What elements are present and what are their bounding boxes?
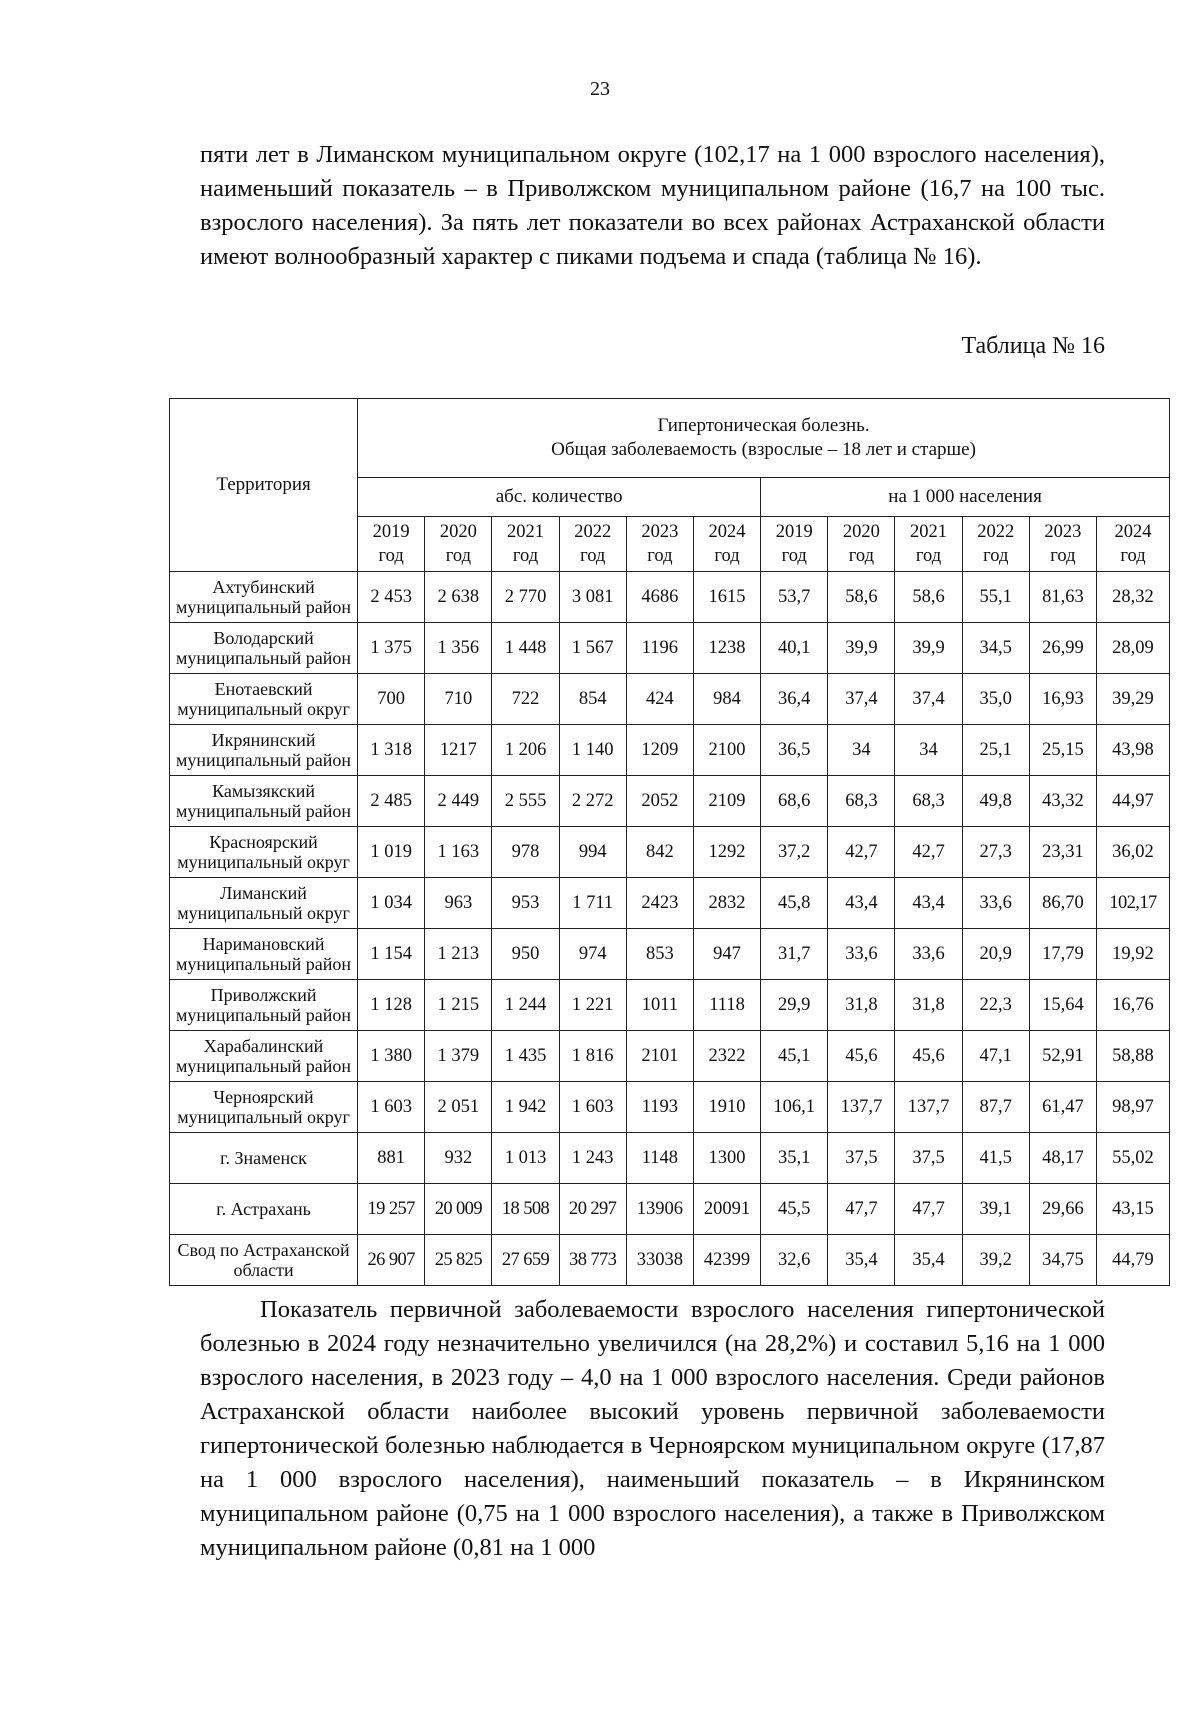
rate-cell: 47,1 [962,1031,1029,1082]
rate-cell: 19,92 [1096,929,1169,980]
year-suffix: год [512,546,539,566]
abs-count-cell: 1238 [693,623,760,674]
abs-count-cell: 2423 [626,878,693,929]
table-row [170,827,1170,878]
rate-cell: 39,9 [895,623,962,674]
year-label: 2021 [910,522,948,542]
territory-name: Красноярский муниципальный округ [170,827,358,878]
year-label: 2023 [641,522,679,542]
abs-count-cell: 1118 [693,980,760,1031]
abs-count-cell: 853 [626,929,693,980]
abs-count-cell: 38 773 [559,1235,626,1286]
abs-count-cell: 1 128 [358,980,425,1031]
abs-count-cell: 974 [559,929,626,980]
rate-cell: 36,5 [761,725,828,776]
year-header-rate-2023 [1029,517,1096,572]
year-suffix: год [378,546,404,566]
abs-count-cell: 2 453 [358,572,425,623]
abs-count-cell: 2052 [626,776,693,827]
page-number: 23 [590,78,610,100]
abs-count-cell: 1 379 [425,1031,492,1082]
abs-count-cell: 1 816 [559,1031,626,1082]
rate-cell: 53,7 [761,572,828,623]
abs-count-cell: 20091 [693,1184,760,1235]
year-label: 2020 [439,522,477,542]
year-suffix: год [848,546,875,566]
abs-count-cell: 19 257 [358,1184,425,1235]
table-row [170,776,1170,827]
rate-cell: 106,1 [761,1082,828,1133]
rate-cell: 33,6 [962,878,1029,929]
abs-count-cell: 1 375 [358,623,425,674]
year-header-rate-2020 [828,517,895,572]
year-label: 2020 [842,522,880,542]
table-row [170,929,1170,980]
rate-cell: 58,6 [895,572,962,623]
abs-count-cell: 2 485 [358,776,425,827]
abs-count-cell: 1209 [626,725,693,776]
abs-count-cell: 1 215 [425,980,492,1031]
abs-count-cell: 2 449 [425,776,492,827]
rate-cell: 27,3 [962,827,1029,878]
abs-count-cell: 20 297 [559,1184,626,1235]
abs-count-cell: 2101 [626,1031,693,1082]
abs-count-cell: 1 244 [492,980,559,1031]
main-header [358,399,1170,478]
territory-name: Харабалинский муниципальный район [170,1031,358,1082]
intro-paragraph: пяти лет в Лиманском муниципальном округе (102,17 на 1 000 взрослого населения), наименьший показатель – в Приволжском муниципальном районе (16,7 на 100 тыс. взрослого населения). За пять лет показатели во всех районах Астраханской области имеют волнообразный характер с пиками подъема и спада (таблица № 16). [200,141,1105,270]
rate-cell: 23,31 [1029,827,1096,878]
rate-cell: 25,15 [1029,725,1096,776]
abs-count-cell: 1300 [693,1133,760,1184]
abs-count-cell: 424 [626,674,693,725]
rate-cell: 32,6 [761,1235,828,1286]
territory-name: Приволжский муниципальный район [170,980,358,1031]
abs-count-cell: 1910 [693,1082,760,1133]
rate-cell: 43,4 [895,878,962,929]
abs-count-cell: 2322 [693,1031,760,1082]
table-row [170,1031,1170,1082]
territory-name: Володарский муниципальный район [170,623,358,674]
abs-count-cell: 1 243 [559,1133,626,1184]
rate-cell: 37,4 [828,674,895,725]
year-label: 2019 [775,522,813,542]
abs-count-cell: 2 051 [425,1082,492,1133]
rate-cell: 20,9 [962,929,1029,980]
abs-count-cell: 27 659 [492,1235,559,1286]
year-header-abs-2020 [425,517,492,572]
abs-count-cell: 842 [626,827,693,878]
year-label: 2022 [574,522,612,542]
table-row [170,1184,1170,1235]
table-row [170,1082,1170,1133]
rate-cell: 41,5 [962,1133,1029,1184]
rate-cell: 43,32 [1029,776,1096,827]
year-header-abs-2022 [559,517,626,572]
abs-count-cell: 4686 [626,572,693,623]
abs-count-cell: 1217 [425,725,492,776]
hypertension-table [169,398,1170,1286]
year-header-abs-2024 [693,517,760,572]
abs-count-cell: 710 [425,674,492,725]
main-header-line1: Гипертоническая болезнь. [657,415,870,436]
rate-cell: 137,7 [828,1082,895,1133]
year-suffix: год [915,546,942,566]
year-suffix: год [983,546,1009,566]
rate-cell: 102,17 [1096,878,1169,929]
table-row [170,1235,1170,1286]
territory-name: Камызякский муниципальный район [170,776,358,827]
rate-cell: 22,3 [962,980,1029,1031]
rate-cell: 87,7 [962,1082,1029,1133]
abs-count-cell: 2 555 [492,776,559,827]
abs-count-cell: 2 638 [425,572,492,623]
year-label: 2023 [1044,522,1082,542]
rate-cell: 35,1 [761,1133,828,1184]
territory-name: г. Астрахань [170,1184,358,1235]
abs-count-cell: 1 448 [492,623,559,674]
abs-count-cell: 1 221 [559,980,626,1031]
year-label: 2024 [708,522,746,542]
abs-count-cell: 984 [693,674,760,725]
rate-cell: 45,6 [895,1031,962,1082]
rate-cell: 68,3 [828,776,895,827]
rate-cell: 45,5 [761,1184,828,1235]
rate-cell: 45,1 [761,1031,828,1082]
abs-count-cell: 26 907 [358,1235,425,1286]
rate-cell: 98,97 [1096,1082,1169,1133]
abs-count-cell: 722 [492,674,559,725]
table-row [170,1133,1170,1184]
abs-count-cell: 13906 [626,1184,693,1235]
abs-count-cell: 1 380 [358,1031,425,1082]
territory-name: Икрянинский муниципальный район [170,725,358,776]
abs-count-cell: 42399 [693,1235,760,1286]
rate-cell: 68,6 [761,776,828,827]
rate-cell: 31,8 [828,980,895,1031]
rate-cell: 39,29 [1096,674,1169,725]
rate-cell: 86,70 [1029,878,1096,929]
abs-count-cell: 2 770 [492,572,559,623]
rate-cell: 34,5 [962,623,1029,674]
rate-cell: 43,4 [828,878,895,929]
year-header-abs-2019 [358,517,425,572]
abs-count-cell: 950 [492,929,559,980]
rate-cell: 36,02 [1096,827,1169,878]
abs-count-cell: 1 019 [358,827,425,878]
abs-count-cell: 2 272 [559,776,626,827]
rate-cell: 31,8 [895,980,962,1031]
abs-count-cell: 2109 [693,776,760,827]
rate-cell: 34 [895,725,962,776]
rate-cell: 55,02 [1096,1133,1169,1184]
abs-count-cell: 1615 [693,572,760,623]
abs-count-cell: 1292 [693,827,760,878]
year-label: 2021 [507,522,545,542]
abs-count-cell: 1 206 [492,725,559,776]
rate-cell: 44,97 [1096,776,1169,827]
abs-count-cell: 1193 [626,1082,693,1133]
rate-cell: 36,4 [761,674,828,725]
year-header-rate-2021 [895,517,962,572]
territory-name: Наримановский муниципальный район [170,929,358,980]
rate-cell: 37,5 [828,1133,895,1184]
abs-count-cell: 1 711 [559,878,626,929]
year-header-rate-2022 [962,517,1029,572]
abs-count-cell: 3 081 [559,572,626,623]
rate-cell: 49,8 [962,776,1029,827]
rate-cell: 44,79 [1096,1235,1169,1286]
territory-name: г. Знаменск [170,1133,358,1184]
rate-cell: 35,0 [962,674,1029,725]
year-header-abs-2021 [492,517,559,572]
rate-cell: 45,6 [828,1031,895,1082]
territory-header: Территория [170,399,358,572]
abs-count-cell: 1196 [626,623,693,674]
rate-cell: 37,5 [895,1133,962,1184]
body-paragraph: Показатель первичной заболеваемости взрослого населения гипертонической болезнью в 2024 году незначительно увеличился (на 28,2%) и составил 5,16 на 1 000 взрослого населения, в 2023 году – 4,0 на 1 000 взрослого населения. Среди районов Астраханской области наиболее высокий уровень первичной заболеваемости гипертонической болезнью наблюдается в Черноярском муниципальном округе (17,87 на 1 000 взрослого населения), наименьший показатель – в Икрянинском муниципальном районе (0,75 на 1 000 взрослого населения), а также в Приволжском муниципальном районе (0,81 на 1 000 [200,1296,1105,1561]
year-label: 2024 [1114,522,1152,542]
abs-count-cell: 2100 [693,725,760,776]
rate-cell: 137,7 [895,1082,962,1133]
rate-cell: 47,7 [828,1184,895,1235]
abs-count-cell: 963 [425,878,492,929]
territory-name: Свод по Астраханской области [170,1235,358,1286]
rate-cell: 42,7 [895,827,962,878]
year-header-rate-2019 [761,517,828,572]
rate-cell: 29,66 [1029,1184,1096,1235]
abs-count-cell: 1148 [626,1133,693,1184]
abs-count-cell: 881 [358,1133,425,1184]
abs-count-cell: 1 154 [358,929,425,980]
abs-count-cell: 1 603 [358,1082,425,1133]
rate-cell: 34,75 [1029,1235,1096,1286]
abs-count-cell: 1 942 [492,1082,559,1133]
year-suffix: год [647,546,673,566]
year-label: 2019 [372,522,410,542]
rate-cell: 35,4 [828,1235,895,1286]
abs-count-cell: 1 603 [559,1082,626,1133]
rate-cell: 37,4 [895,674,962,725]
rate-cell: 40,1 [761,623,828,674]
table-row [170,674,1170,725]
rate-cell: 61,47 [1029,1082,1096,1133]
main-header-line2: Общая заболеваемость (взрослые – 18 лет и старше) [551,439,976,460]
abs-count-cell: 1 567 [559,623,626,674]
rate-cell: 15,64 [1029,980,1096,1031]
rate-cell: 31,7 [761,929,828,980]
rate-cell: 43,15 [1096,1184,1169,1235]
rate-cell: 39,9 [828,623,895,674]
table-row [170,980,1170,1031]
abs-count-cell: 947 [693,929,760,980]
abs-count-cell: 1011 [626,980,693,1031]
rate-cell: 16,93 [1029,674,1096,725]
abs-count-cell: 700 [358,674,425,725]
rate-cell: 45,8 [761,878,828,929]
year-label: 2022 [977,522,1015,542]
abs-count-cell: 1 163 [425,827,492,878]
year-suffix: год [781,546,807,566]
rate-cell: 35,4 [895,1235,962,1286]
rate-cell: 43,98 [1096,725,1169,776]
territory-name: Лиманский муниципальный округ [170,878,358,929]
abs-count-cell: 18 508 [492,1184,559,1235]
abs-count-cell: 994 [559,827,626,878]
rate-cell: 48,17 [1029,1133,1096,1184]
territory-name: Ахтубинский муниципальный район [170,572,358,623]
year-suffix: год [1120,546,1146,566]
rate-cell: 42,7 [828,827,895,878]
abs-count-cell: 932 [425,1133,492,1184]
abs-count-cell: 1 034 [358,878,425,929]
group-header-abs: абс. количество [358,478,761,517]
rate-cell: 39,2 [962,1235,1029,1286]
rate-cell: 81,63 [1029,572,1096,623]
year-suffix: год [445,546,471,566]
table-row [170,623,1170,674]
year-header-rate-2024 [1096,517,1169,572]
year-suffix: год [714,546,740,566]
abs-count-cell: 25 825 [425,1235,492,1286]
abs-count-cell: 1 435 [492,1031,559,1082]
abs-count-cell: 978 [492,827,559,878]
abs-count-cell: 854 [559,674,626,725]
rate-cell: 28,09 [1096,623,1169,674]
abs-count-cell: 1 140 [559,725,626,776]
table-caption: Таблица № 16 [961,333,1105,359]
rate-cell: 29,9 [761,980,828,1031]
abs-count-cell: 2832 [693,878,760,929]
year-header-abs-2023 [626,517,693,572]
table-row [170,572,1170,623]
rate-cell: 34 [828,725,895,776]
abs-count-cell: 1 013 [492,1133,559,1184]
group-header-rate: на 1 000 населения [761,478,1170,517]
abs-count-cell: 953 [492,878,559,929]
rate-cell: 28,32 [1096,572,1169,623]
abs-count-cell: 1 318 [358,725,425,776]
year-suffix: год [580,546,606,566]
rate-cell: 16,76 [1096,980,1169,1031]
rate-cell: 52,91 [1029,1031,1096,1082]
territory-name: Черноярский муниципальный округ [170,1082,358,1133]
rate-cell: 39,1 [962,1184,1029,1235]
table-row [170,725,1170,776]
rate-cell: 58,88 [1096,1031,1169,1082]
year-suffix: год [1050,546,1076,566]
rate-cell: 58,6 [828,572,895,623]
abs-count-cell: 20 009 [425,1184,492,1235]
abs-count-cell: 1 356 [425,623,492,674]
rate-cell: 17,79 [1029,929,1096,980]
rate-cell: 33,6 [895,929,962,980]
territory-name: Енотаевский муниципальный округ [170,674,358,725]
rate-cell: 26,99 [1029,623,1096,674]
rate-cell: 37,2 [761,827,828,878]
rate-cell: 33,6 [828,929,895,980]
rate-cell: 55,1 [962,572,1029,623]
rate-cell: 47,7 [895,1184,962,1235]
rate-cell: 25,1 [962,725,1029,776]
rate-cell: 68,3 [895,776,962,827]
table-row [170,878,1170,929]
abs-count-cell: 33038 [626,1235,693,1286]
abs-count-cell: 1 213 [425,929,492,980]
